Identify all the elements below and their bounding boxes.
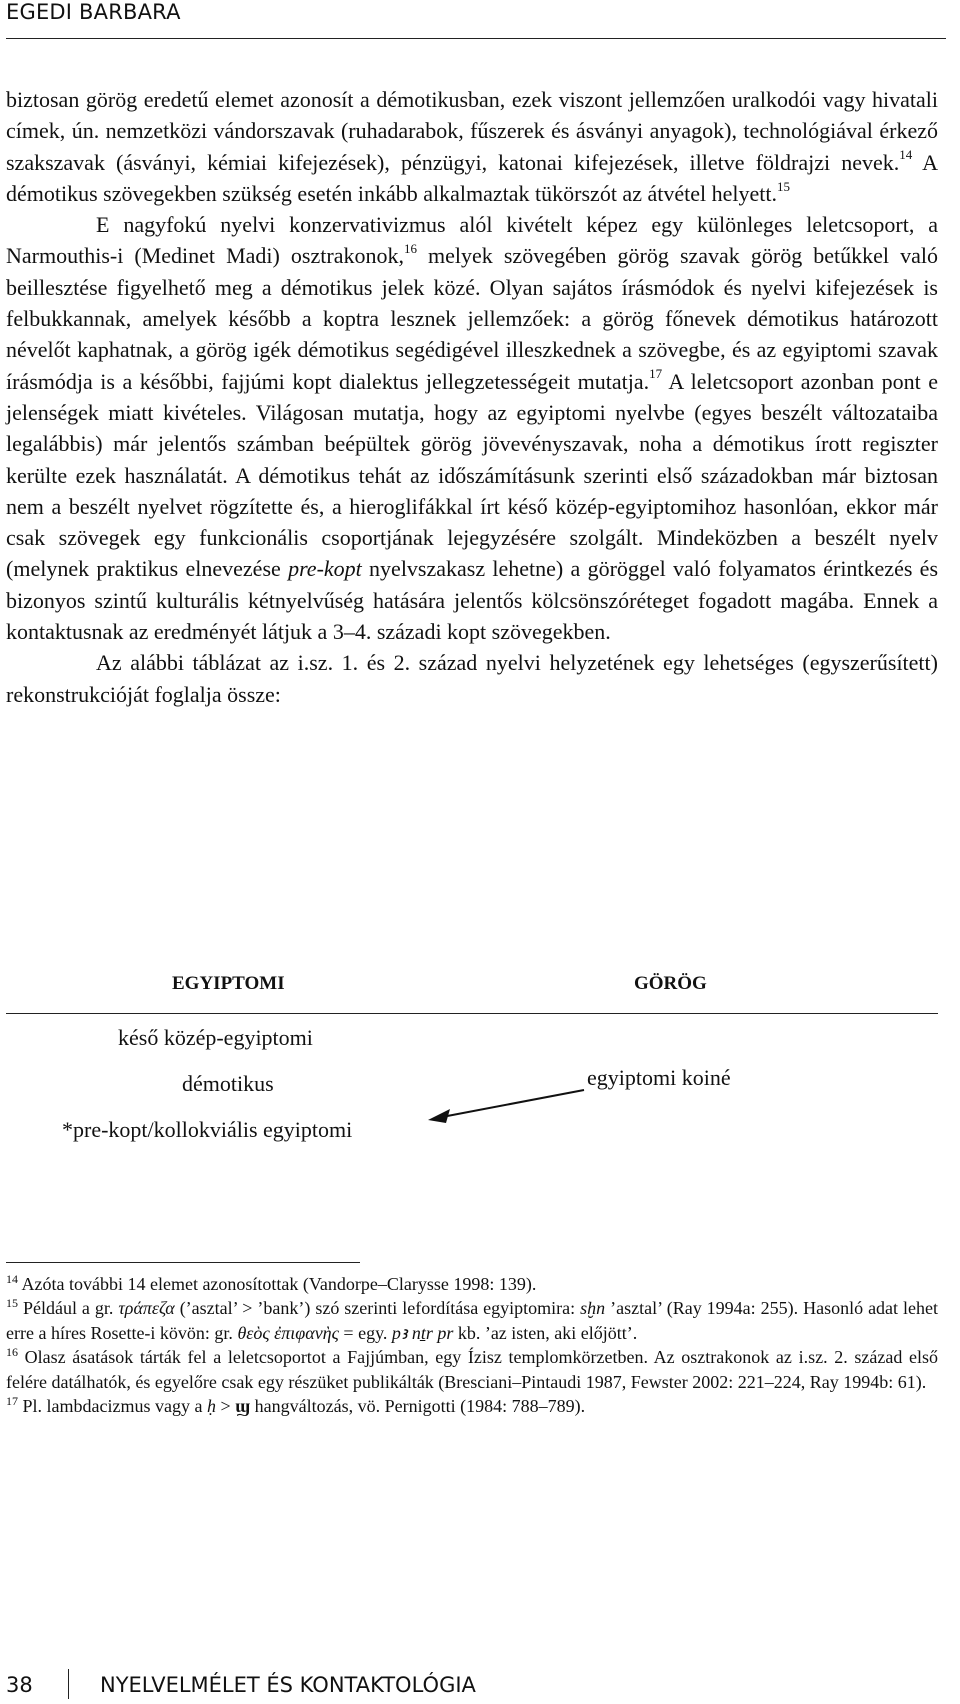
body-text [6, 84, 938, 710]
paragraph-2: E nagyfokú nyelvi konzervativizmus alól kivételt képez egy különleges leletcsoport, a Narmouthis-i (Medinet Madi) osztrakonok,$^{16}$ melyek szövegében görög szavak görög betűkkel való beillesztése figyelhető meg a démotikus jelek közé. Olyan sajátos írásmódok és nyelvi kifejezések is felbukkannak, amelyek később a koptra lesznek jellemzőek: a görög főnevek démotikus határozott névelőt kaphatnak, a görög igék démotikus segédigével illeszkednek a szövegbe, és az egyiptomi szavak írásmódja is a későbbi, fajjúmi kopt dialektus jellegzetességeit mutatja.$^{17}$ A leletcsoport azonban pont e jelenségek miatt kivételes. Világosan mutatja, hogy az egyiptomi nyelvbe (egyes beszélt változataiba legalábbis) már jelentős számban beépültek görög jövevényszavak, noha a démotikus írott regiszter kerülte ezek használatát. A démotikus tehát az időszámításunk szerinti első századokban már biztosan nem a beszélt nyelvet rögzítette és, a hieroglifákkal írt késő közép-egyiptomihoz hasonlóan, ekkor már csak szövegek egy funkcionális csoportjának lejegyzésére szolgált. Mindeközben a beszélt nyelv (melynek praktikus elnevezése pre-kopt nyelvszakasz lehetne) a göröggel való folyamatos érintkezés és bizonyos szintű kulturális kétnyelvűség hatására jelentős kölcsönszóréteget fogadott magába. Ennek a kontaktusnak az eredményét látjuk a 3–4. századi kopt szövegekben. [6, 212, 939, 645]
footnote-14: $^{14}$ Azóta további 14 elemet azonosítottak (Vandorpe–Clarysse 1998: 139). [6, 1272, 537, 1294]
book-title: NYELVELMÉLET ÉS KONTAKTOLÓGIA [100, 1673, 476, 1697]
footnotes [6, 1272, 938, 1418]
row-egyptian-koine: egyiptomi koiné [587, 1065, 731, 1090]
author-name: EGEDI BARBARA [6, 0, 181, 24]
footnote-17: $^{17}$ Pl. lambdacizmus vagy a ḥ > ϣ hangváltozás, vö. Pernigotti (1984: 788–789). [6, 1394, 586, 1417]
row-demotic: démotikus [182, 1071, 274, 1096]
running-footer [6, 1673, 706, 1701]
running-header [6, 0, 946, 39]
footnote-separator [6, 1262, 360, 1263]
contact-arrow-icon [420, 1085, 590, 1125]
paragraph-3: Az alábbi táblázat az i.sz. 1. és 2. század nyelvi helyzetének egy lehetséges (egyszerűsített) rekonstrukcióját foglalja össze: [6, 650, 938, 707]
page-number: 38 [6, 1673, 33, 1697]
footnote-ref-14[interactable]: 14 [899, 147, 913, 163]
table-rule [6, 1013, 938, 1014]
footnote-ref-16[interactable]: 16 [403, 241, 417, 257]
translit-p-ntr-pr: pꜣ nṯr pr [391, 1322, 454, 1343]
greek-theos-epiphanes: θεὸς ἐπιφανὴς [237, 1322, 339, 1343]
paragraph-1: biztosan görög eredetű elemet azonosít a démotikusban, ezek viszont jellemzően uralkodói vagy hivatali címek, ún. nemzetközi vándorszavak (ruhadarabok, fűszerek és ásványi anyagok), technológiával érkező szakszavak (ásványi, kémiai kifejezések), pénzügyi, katonai kifejezések, illetve földrajzi nevek.$^{14}$ A démotikus szövegekben szükség esetén inkább alkalmaztak tükörszót az átvétel helyett.$^{15}$ [6, 87, 938, 206]
footnote-ref-15[interactable]: 15 [776, 178, 790, 194]
translit-shn: sḫn [580, 1298, 606, 1319]
column-header-egyiptomi: EGYIPTOMI [172, 973, 285, 994]
column-header-gorog: GÖRÖG [634, 973, 707, 994]
row-pre-coptic: *pre-kopt/kollokviális egyiptomi [62, 1117, 353, 1142]
footnote-ref-17[interactable]: 17 [649, 366, 663, 382]
row-late-middle-egyptian: késő közép-egyiptomi [118, 1025, 313, 1050]
greek-trapeza: τράπεζα [118, 1298, 175, 1319]
footnote-15: $^{15}$ Például a gr. τράπεζα (’asztal’ > ’bank’) szó szerinti lefordítása egyiptomira: sḫn ’asztal’ (Ray 1994a: 255). Hasonló adat lehet erre a híres Rosette-i kövön: gr. θεὸς ἐπιφανὴς = egy. pꜣ nṯr pr kb. ’az isten, aki előjött’. [6, 1296, 938, 1343]
footnote-16: $^{16}$ Olasz ásatások tárták fel a leletcsoportot a Fajjúmban, egy Ízisz templomkörzetben. Az osztrakonok az i.sz. 2. század első felére datálhatók, és egyelőre csak egy részüket publikálták (Bresciani–Pintaudi 1987, Fewster 2002: 221–224, Ray 1994b: 61). [6, 1345, 938, 1392]
footer-divider [68, 1669, 69, 1699]
pre-kopt-term: pre-kopt [288, 556, 362, 582]
